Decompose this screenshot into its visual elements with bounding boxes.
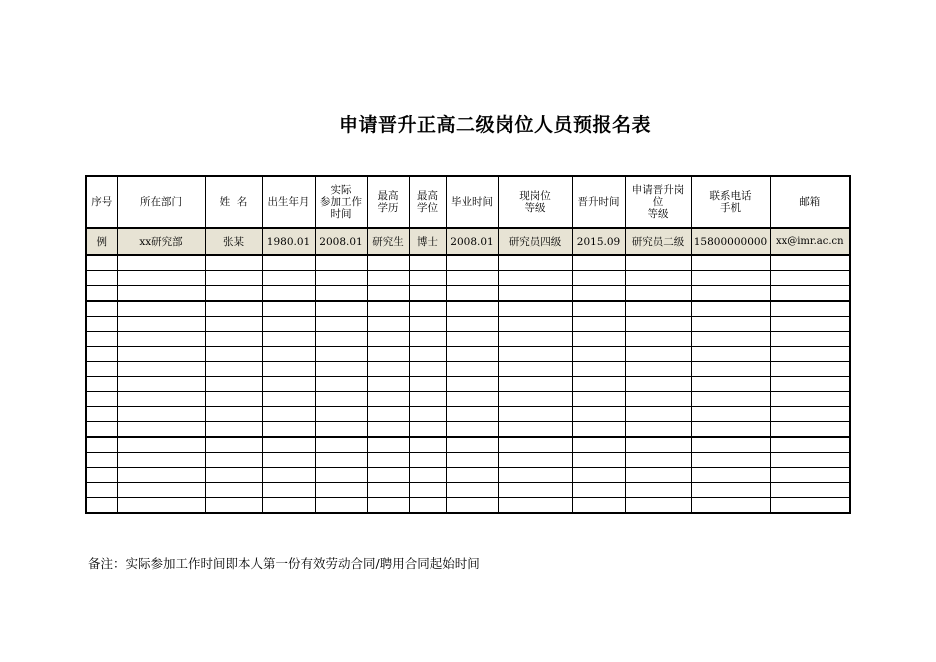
table-cell[interactable]: [572, 468, 625, 483]
table-cell[interactable]: [409, 422, 446, 438]
table-cell[interactable]: [770, 362, 850, 377]
table-cell[interactable]: [770, 468, 850, 483]
table-cell[interactable]: [205, 407, 262, 422]
table-cell[interactable]: [86, 437, 117, 453]
table-cell[interactable]: [117, 377, 205, 392]
table-cell[interactable]: [117, 392, 205, 407]
table-cell[interactable]: [691, 392, 770, 407]
table-cell[interactable]: [205, 483, 262, 498]
table-cell[interactable]: [770, 453, 850, 468]
table-cell[interactable]: [498, 392, 572, 407]
table-cell[interactable]: [691, 347, 770, 362]
table-cell[interactable]: [409, 301, 446, 317]
table-cell[interactable]: [625, 377, 691, 392]
table-cell[interactable]: [691, 483, 770, 498]
table-cell[interactable]: [205, 347, 262, 362]
table-cell[interactable]: [367, 422, 409, 438]
table-cell[interactable]: [572, 271, 625, 286]
table-cell[interactable]: [691, 332, 770, 347]
table-cell[interactable]: [315, 422, 367, 438]
table-cell[interactable]: [86, 286, 117, 302]
table-cell[interactable]: [446, 271, 498, 286]
table-row: [86, 422, 850, 438]
table-cell[interactable]: [205, 422, 262, 438]
table-cell[interactable]: 张某: [205, 228, 262, 255]
table-cell[interactable]: [409, 332, 446, 347]
table-cell[interactable]: [262, 483, 315, 498]
table-cell[interactable]: [205, 271, 262, 286]
table-cell[interactable]: [367, 255, 409, 271]
table-cell[interactable]: [117, 317, 205, 332]
table-cell[interactable]: [770, 347, 850, 362]
table-cell[interactable]: [572, 453, 625, 468]
header-cell: 最高 学位: [409, 176, 446, 228]
table-cell[interactable]: [625, 301, 691, 317]
table-cell[interactable]: [572, 332, 625, 347]
footnote: 备注：实际参加工作时间即本人第一份有效劳动合同/聘用合同起始时间: [88, 556, 480, 571]
table-cell[interactable]: [117, 362, 205, 377]
table-cell[interactable]: [446, 332, 498, 347]
table-cell[interactable]: [446, 317, 498, 332]
table-cell[interactable]: [86, 483, 117, 498]
table-cell[interactable]: [205, 453, 262, 468]
table-cell[interactable]: [367, 332, 409, 347]
table-cell[interactable]: [625, 407, 691, 422]
table-cell[interactable]: [691, 255, 770, 271]
table-cell[interactable]: [262, 468, 315, 483]
table-cell[interactable]: [367, 483, 409, 498]
table-cell[interactable]: [205, 255, 262, 271]
table-cell[interactable]: [572, 347, 625, 362]
table-cell[interactable]: [409, 377, 446, 392]
header-cell: 现岗位 等级: [498, 176, 572, 228]
table-row: [86, 271, 850, 286]
table-cell[interactable]: [572, 301, 625, 317]
table-cell[interactable]: [367, 437, 409, 453]
table-cell[interactable]: [86, 255, 117, 271]
table-row: [86, 255, 850, 271]
table-cell[interactable]: [262, 286, 315, 302]
table-cell[interactable]: [498, 377, 572, 392]
table-cell[interactable]: [367, 301, 409, 317]
table-cell[interactable]: [691, 377, 770, 392]
table-cell[interactable]: [446, 255, 498, 271]
table-cell[interactable]: [691, 301, 770, 317]
table-cell[interactable]: [691, 286, 770, 302]
table-cell[interactable]: [315, 407, 367, 422]
table-cell[interactable]: [498, 407, 572, 422]
table-cell[interactable]: 15800000000: [691, 228, 770, 255]
table-cell[interactable]: [117, 301, 205, 317]
table-cell[interactable]: [498, 362, 572, 377]
header-cell: 毕业时间: [446, 176, 498, 228]
table-cell[interactable]: [86, 377, 117, 392]
table-cell[interactable]: [117, 468, 205, 483]
table-cell[interactable]: [205, 301, 262, 317]
table-cell[interactable]: [117, 422, 205, 438]
table-cell[interactable]: [86, 271, 117, 286]
table-row: [86, 437, 850, 453]
table-cell[interactable]: [446, 286, 498, 302]
table-row: [86, 407, 850, 422]
table-cell[interactable]: [446, 468, 498, 483]
table-cell[interactable]: [86, 453, 117, 468]
table-row: [86, 468, 850, 483]
table-cell[interactable]: [86, 332, 117, 347]
table-cell[interactable]: [498, 498, 572, 514]
table-cell[interactable]: [205, 437, 262, 453]
table-cell[interactable]: [498, 422, 572, 438]
table-cell[interactable]: [572, 437, 625, 453]
table-cell[interactable]: [498, 483, 572, 498]
table-cell[interactable]: [770, 483, 850, 498]
table-cell[interactable]: [691, 317, 770, 332]
table-cell[interactable]: [770, 377, 850, 392]
table-cell[interactable]: [117, 286, 205, 302]
table-cell[interactable]: [498, 453, 572, 468]
table-cell[interactable]: [315, 498, 367, 514]
table-cell[interactable]: [86, 468, 117, 483]
table-row: [86, 332, 850, 347]
table-row: [86, 286, 850, 302]
table-cell[interactable]: [691, 453, 770, 468]
table-cell[interactable]: [572, 286, 625, 302]
table-cell[interactable]: [625, 422, 691, 438]
table-cell[interactable]: [117, 498, 205, 514]
table-cell[interactable]: [625, 271, 691, 286]
table-cell[interactable]: [446, 362, 498, 377]
table-cell[interactable]: [572, 407, 625, 422]
header-cell: 实际 参加工作 时间: [315, 176, 367, 228]
table-cell[interactable]: [770, 286, 850, 302]
table-cell[interactable]: [409, 286, 446, 302]
table-cell[interactable]: [262, 453, 315, 468]
table-cell[interactable]: [691, 362, 770, 377]
table-cell[interactable]: [315, 347, 367, 362]
table-cell[interactable]: [117, 255, 205, 271]
header-row: [86, 176, 850, 228]
table-cell[interactable]: [446, 422, 498, 438]
table-cell[interactable]: [262, 332, 315, 347]
table-cell[interactable]: 研究生: [367, 228, 409, 255]
table-cell[interactable]: [572, 377, 625, 392]
table-cell[interactable]: [409, 347, 446, 362]
table-cell[interactable]: [770, 271, 850, 286]
table-cell[interactable]: [625, 498, 691, 514]
table-cell[interactable]: [625, 347, 691, 362]
table-cell[interactable]: [409, 362, 446, 377]
table-cell[interactable]: [86, 347, 117, 362]
table-cell[interactable]: [262, 498, 315, 514]
table-cell[interactable]: [262, 407, 315, 422]
table-cell[interactable]: [625, 286, 691, 302]
table-cell[interactable]: [117, 453, 205, 468]
table-cell[interactable]: [409, 468, 446, 483]
table-cell[interactable]: [117, 483, 205, 498]
table-cell[interactable]: [446, 407, 498, 422]
table-cell[interactable]: [262, 362, 315, 377]
header-cell: 邮箱: [770, 176, 850, 228]
table-cell[interactable]: [770, 317, 850, 332]
table-cell[interactable]: [367, 377, 409, 392]
table-cell[interactable]: [446, 483, 498, 498]
table-cell[interactable]: [315, 301, 367, 317]
table-cell[interactable]: [691, 437, 770, 453]
table-cell[interactable]: [446, 347, 498, 362]
table-cell[interactable]: [315, 437, 367, 453]
table-cell[interactable]: [625, 483, 691, 498]
table-cell[interactable]: [262, 301, 315, 317]
table-cell[interactable]: [770, 407, 850, 422]
table-cell[interactable]: [367, 347, 409, 362]
table-cell[interactable]: xx研究部: [117, 228, 205, 255]
table-cell[interactable]: xx@imr.ac.cn: [770, 228, 850, 255]
table-cell[interactable]: [498, 468, 572, 483]
table-cell[interactable]: [572, 255, 625, 271]
table-cell[interactable]: [367, 498, 409, 514]
table-row: [86, 347, 850, 362]
table-cell[interactable]: [572, 422, 625, 438]
table-cell[interactable]: [117, 407, 205, 422]
table-cell[interactable]: [367, 271, 409, 286]
table-cell[interactable]: 2015.09: [572, 228, 625, 255]
table-cell[interactable]: [691, 468, 770, 483]
table-cell[interactable]: [367, 286, 409, 302]
table-cell[interactable]: [205, 392, 262, 407]
table-cell[interactable]: [117, 437, 205, 453]
header-cell: 晋升时间: [572, 176, 625, 228]
table-cell[interactable]: [367, 362, 409, 377]
table-cell[interactable]: [315, 377, 367, 392]
table-cell[interactable]: [315, 453, 367, 468]
table-cell[interactable]: [770, 255, 850, 271]
table-cell[interactable]: [205, 332, 262, 347]
table-cell[interactable]: 例: [86, 228, 117, 255]
table-row: [86, 362, 850, 377]
table-cell[interactable]: [498, 255, 572, 271]
table-cell[interactable]: [205, 317, 262, 332]
header-cell: 出生年月: [262, 176, 315, 228]
table-cell[interactable]: [498, 301, 572, 317]
table-cell[interactable]: [205, 377, 262, 392]
table-row: [86, 377, 850, 392]
table-cell[interactable]: [498, 271, 572, 286]
table-cell[interactable]: 2008.01: [446, 228, 498, 255]
table-cell[interactable]: [409, 271, 446, 286]
table-cell[interactable]: [409, 407, 446, 422]
table-cell[interactable]: [262, 392, 315, 407]
table-cell[interactable]: [409, 392, 446, 407]
table-cell[interactable]: [625, 453, 691, 468]
table-cell[interactable]: [315, 286, 367, 302]
table-cell[interactable]: [770, 392, 850, 407]
table-cell[interactable]: [262, 437, 315, 453]
table-cell[interactable]: [262, 377, 315, 392]
table-cell[interactable]: 博士: [409, 228, 446, 255]
table-cell[interactable]: [86, 392, 117, 407]
table-cell[interactable]: [770, 422, 850, 438]
table-cell[interactable]: [498, 317, 572, 332]
header-cell: 联系电话 手机: [691, 176, 770, 228]
table-cell[interactable]: [409, 437, 446, 453]
table-cell[interactable]: [770, 437, 850, 453]
table-cell[interactable]: [691, 271, 770, 286]
table-cell[interactable]: [315, 255, 367, 271]
table-cell[interactable]: [86, 301, 117, 317]
table-cell[interactable]: [367, 453, 409, 468]
table-cell[interactable]: [625, 468, 691, 483]
table-cell[interactable]: [315, 317, 367, 332]
table-cell[interactable]: [315, 332, 367, 347]
table-cell[interactable]: [498, 332, 572, 347]
table-cell[interactable]: [205, 362, 262, 377]
table-cell[interactable]: [498, 286, 572, 302]
table-cell[interactable]: [625, 255, 691, 271]
table-cell[interactable]: [625, 362, 691, 377]
table-cell[interactable]: [367, 392, 409, 407]
table-row: [86, 301, 850, 317]
table-cell[interactable]: [117, 332, 205, 347]
table-cell[interactable]: [446, 301, 498, 317]
header-cell: 所在部门: [117, 176, 205, 228]
table-cell[interactable]: 1980.01: [262, 228, 315, 255]
table-cell[interactable]: [86, 422, 117, 438]
table-cell[interactable]: [262, 347, 315, 362]
table-cell[interactable]: [367, 468, 409, 483]
table-cell[interactable]: [572, 483, 625, 498]
table-row: [86, 483, 850, 498]
table-cell[interactable]: [409, 483, 446, 498]
table-row: [86, 317, 850, 332]
table-cell[interactable]: [691, 498, 770, 514]
table-cell[interactable]: [498, 437, 572, 453]
table-cell[interactable]: [205, 286, 262, 302]
table-cell[interactable]: [446, 377, 498, 392]
table-row: [86, 498, 850, 514]
table-cell[interactable]: [315, 362, 367, 377]
table-cell[interactable]: [498, 347, 572, 362]
header-cell: 最高 学历: [367, 176, 409, 228]
table-cell[interactable]: [572, 498, 625, 514]
table-cell[interactable]: [315, 392, 367, 407]
table-cell[interactable]: [117, 347, 205, 362]
table-cell[interactable]: [625, 332, 691, 347]
table-cell[interactable]: [367, 407, 409, 422]
table-cell[interactable]: [86, 317, 117, 332]
table-cell[interactable]: [446, 453, 498, 468]
form-title: 申请晋升正高二级岗位人员预报名表: [338, 114, 651, 136]
table-cell[interactable]: [446, 498, 498, 514]
table-cell[interactable]: [625, 317, 691, 332]
header-cell: 申请晋升岗 位 等级: [625, 176, 691, 228]
table-cell[interactable]: [86, 498, 117, 514]
table-cell[interactable]: [117, 271, 205, 286]
table-cell[interactable]: [446, 392, 498, 407]
table-row: [86, 453, 850, 468]
table-cell[interactable]: [770, 498, 850, 514]
table-cell[interactable]: [770, 332, 850, 347]
table-cell[interactable]: [262, 317, 315, 332]
header-cell: 序号: [86, 176, 117, 228]
table-cell[interactable]: 研究员四级: [498, 228, 572, 255]
table-cell[interactable]: [625, 392, 691, 407]
table-cell[interactable]: [86, 362, 117, 377]
table-cell[interactable]: [315, 483, 367, 498]
table-cell[interactable]: [262, 422, 315, 438]
table-cell[interactable]: [315, 468, 367, 483]
table-cell[interactable]: [262, 255, 315, 271]
table-cell[interactable]: [409, 317, 446, 332]
table-cell[interactable]: [691, 407, 770, 422]
table-cell[interactable]: [572, 317, 625, 332]
table-cell[interactable]: [409, 255, 446, 271]
table-cell[interactable]: [572, 392, 625, 407]
table-cell[interactable]: 2008.01: [315, 228, 367, 255]
example-row: [86, 228, 850, 255]
table-cell[interactable]: [691, 422, 770, 438]
header-cell: 姓 名: [205, 176, 262, 228]
table-cell[interactable]: [770, 301, 850, 317]
table-cell[interactable]: 研究员二级: [625, 228, 691, 255]
table-cell[interactable]: [446, 437, 498, 453]
table-cell[interactable]: [572, 362, 625, 377]
table-cell[interactable]: [625, 437, 691, 453]
table-cell[interactable]: [205, 468, 262, 483]
table-row: [86, 392, 850, 407]
registration-table: [85, 175, 851, 514]
table-cell[interactable]: [86, 407, 117, 422]
table-cell[interactable]: [409, 498, 446, 514]
table-cell[interactable]: [205, 498, 262, 514]
table-cell[interactable]: [315, 271, 367, 286]
table-cell[interactable]: [262, 271, 315, 286]
table-cell[interactable]: [367, 317, 409, 332]
table-cell[interactable]: [409, 453, 446, 468]
